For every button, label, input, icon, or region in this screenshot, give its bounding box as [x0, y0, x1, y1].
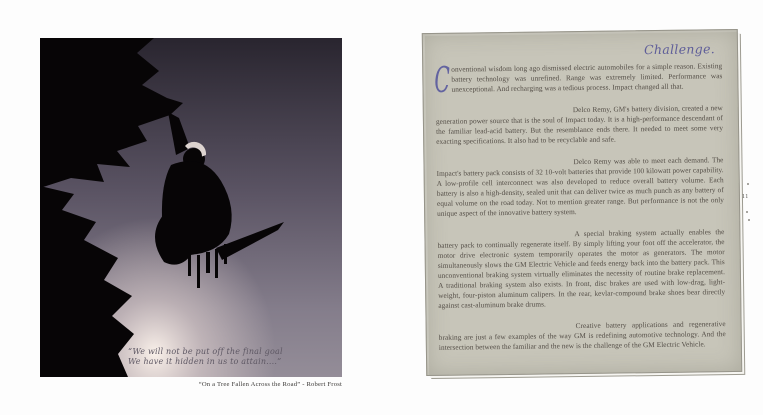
paragraph-2: Delco Remy, GM's battery division, created a new generation power source that is the soul of Impact today. It is a high-performance descendant of the familiar lead-acid battery. But the resemblance ends there. It needed to meet some very exacting specifications. It also had to be recyclable and safe. [435, 103, 724, 146]
climber-photo [40, 38, 342, 377]
paragraph-4: A special braking system actually enables the battery pack to continually regenerate itself. By simply lifting your foot off the accelerator, the motor drive electronic system temporarily operates the motor as generators. The motor simultaneously slows the GM Electric Vehicle and feeds energy back into the battery pack. This unconventional braking system virtually eliminates the necessity of routine brake replacement. A traditional braking system also exists. In front, disc brakes are used with low-drag, light-weight, four-piston aluminum calipers. In the rear, kevlar-compound brake shoes bear directly against cast-aluminum brake drums. [437, 227, 726, 310]
photo-caption: “On a Tree Fallen Across the Road” - Robert Frost [198, 381, 342, 388]
drop-cap: C [434, 59, 451, 102]
scan-mark [746, 211, 748, 213]
scan-mark [748, 219, 750, 221]
photo-quote [128, 347, 283, 367]
paragraph-5: Creative battery applications and regenerative braking are just a few examples of the way GM is redefining automotive technology. And the intersection between the familiar and the new is the challenge of the GM Electric Vehicle. [438, 319, 726, 352]
right-page [422, 29, 742, 376]
paragraph-1 [434, 59, 723, 102]
quote-line-2: We have it hidden in us to attain....” [128, 357, 282, 366]
page-number: 11 [742, 194, 749, 200]
paragraph-1-text: onventional wisdom long ago dismissed electric automobiles for a simple reason. Existing battery technology was unrefined. Range was extremely limited. Performance was unexceptional. And recharging was a tedious process. Impact changed all that. [451, 61, 723, 94]
right-page-content [423, 30, 741, 353]
quote-line-1: “We will not be put off the final goal [128, 347, 283, 356]
section-title: Challenge. [644, 41, 716, 58]
climber-photo-art [40, 38, 342, 377]
scan-mark [747, 183, 749, 185]
paragraph-3: Delco Remy was able to meet each demand. The Impact's battery pack consists of 32 10-volt batteries that provide 100 kilowatt power capability. A low-profile cell interconnect was also developed to reduce overall battery volume. Each battery is also a high-density, sealed unit that can deliver twice as much punch as any battery of equal volume on the road today. Not to mention greater range. But performance is not the only unique aspect of the innovative battery system. [436, 155, 725, 218]
